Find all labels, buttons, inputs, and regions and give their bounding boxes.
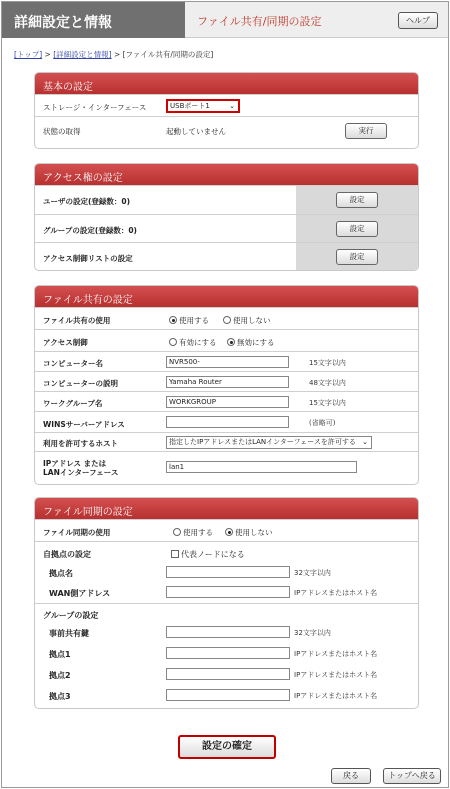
ip-label-2: LANインターフェース xyxy=(43,468,119,477)
group-setting-label: グループの設定(登録数：0) xyxy=(43,226,137,235)
wan-label: WAN側アドレス xyxy=(49,589,111,598)
computer-name-row xyxy=(35,351,418,371)
workgroup-label: ワークグループ名 xyxy=(43,399,103,408)
access-settings-section xyxy=(34,163,419,271)
share-use-off-label: 使用しない xyxy=(233,316,271,325)
breadcrumb-separator: > xyxy=(42,50,54,59)
computer-desc-label: コンピューターの説明 xyxy=(43,379,118,388)
file-share-title: ファイル共有の設定 xyxy=(35,286,418,307)
psk-label: 事前共有鍵 xyxy=(49,629,89,638)
page-frame xyxy=(1,1,449,788)
site1-label: 拠点1 xyxy=(49,650,71,659)
storage-label: ストレージ・インターフェース xyxy=(43,103,147,112)
site3-input[interactable] xyxy=(166,689,290,701)
user-setting-label: ユーザの設定(登録数：0) xyxy=(43,197,131,206)
access-control-on-label: 有効にする xyxy=(179,338,217,347)
wins-hint: (省略可) xyxy=(309,419,336,427)
basic-settings-section xyxy=(34,72,419,149)
wins-label: WINSサーバーアドレス xyxy=(43,420,125,429)
share-use-on-label: 使用する xyxy=(179,316,209,325)
basic-settings-title: 基本の設定 xyxy=(35,73,418,94)
access-control-off-radio[interactable] xyxy=(227,337,275,348)
computer-desc-row xyxy=(35,371,418,391)
status-value: 起動していません xyxy=(166,127,226,136)
sync-use-label: ファイル同期の使用 xyxy=(43,528,111,537)
wan-hint: IPアドレスまたはホスト名 xyxy=(294,589,378,597)
chevron-down-icon: ⌄ xyxy=(362,438,368,446)
rep-node-checkbox[interactable] xyxy=(171,549,245,560)
allow-host-label: 利用を許可するホスト xyxy=(43,439,118,448)
back-button[interactable]: 戻る xyxy=(331,768,371,784)
sync-use-row xyxy=(35,519,418,541)
breadcrumb-current: [ファイル共有/同期の設定] xyxy=(122,50,214,59)
self-site-group xyxy=(35,541,418,603)
computer-name-label: コンピューター名 xyxy=(43,359,103,368)
allow-host-select[interactable] xyxy=(166,436,372,449)
file-sync-section xyxy=(34,497,419,709)
sync-use-off-label: 使用しない xyxy=(235,528,273,537)
help-button[interactable]: ヘルプ xyxy=(398,12,438,29)
header-right xyxy=(185,2,448,38)
site3-label: 拠点3 xyxy=(49,692,71,701)
acl-setting-row xyxy=(35,242,418,270)
status-row xyxy=(35,116,418,148)
wins-input[interactable] xyxy=(166,416,289,428)
workgroup-hint: 15文字以内 xyxy=(309,399,346,407)
status-label: 状態の取得 xyxy=(43,127,81,136)
access-control-label: アクセス制御 xyxy=(43,338,88,347)
sync-use-off-radio[interactable] xyxy=(225,527,273,538)
group-settings-group xyxy=(35,603,418,706)
wins-row xyxy=(35,411,418,432)
acl-setting-button[interactable]: 設定 xyxy=(336,249,378,265)
site-name-label: 拠点名 xyxy=(49,569,73,578)
breadcrumb xyxy=(14,49,213,60)
radio-icon xyxy=(169,338,177,346)
share-use-row xyxy=(35,307,418,329)
user-setting-button[interactable]: 設定 xyxy=(336,192,378,208)
group-setting-button[interactable]: 設定 xyxy=(336,221,378,237)
sync-use-on-radio[interactable] xyxy=(173,527,213,538)
site3-hint: IPアドレスまたはホスト名 xyxy=(294,692,378,700)
workgroup-row xyxy=(35,391,418,411)
workgroup-input[interactable]: WORKGROUP xyxy=(166,396,289,408)
computer-desc-input[interactable]: Yamaha Router xyxy=(166,376,289,388)
radio-selected-icon xyxy=(169,316,177,324)
user-setting-row xyxy=(35,185,418,214)
site2-hint: IPアドレスまたはホスト名 xyxy=(294,671,378,679)
radio-selected-icon xyxy=(227,338,235,346)
radio-selected-icon xyxy=(225,528,233,536)
checkbox-icon xyxy=(171,550,179,558)
psk-input[interactable] xyxy=(166,626,290,638)
computer-name-hint: 15文字以内 xyxy=(309,359,346,367)
file-share-section xyxy=(34,285,419,485)
storage-select-value: USBポート1 xyxy=(170,102,210,110)
share-use-on-radio[interactable] xyxy=(169,315,209,326)
computer-desc-hint: 48文字以内 xyxy=(309,379,346,387)
header xyxy=(2,2,448,38)
psk-hint: 32文字以内 xyxy=(294,629,331,637)
breadcrumb-top-link[interactable]: [トップ] xyxy=(14,50,43,59)
ip-row xyxy=(35,451,418,485)
acl-setting-label: アクセス制御リストの設定 xyxy=(43,254,133,263)
site2-label: 拠点2 xyxy=(49,671,71,680)
app-title: 詳細設定と情報 xyxy=(2,2,185,38)
site2-input[interactable] xyxy=(166,668,290,680)
share-use-label: ファイル共有の使用 xyxy=(43,316,111,325)
site-name-input[interactable] xyxy=(166,566,290,578)
rep-node-label: 代表ノードになる xyxy=(181,550,245,559)
breadcrumb-separator: > xyxy=(111,50,123,59)
allow-host-row xyxy=(35,432,418,451)
back-to-top-button[interactable]: トップへ戻る xyxy=(383,768,441,784)
confirm-settings-button[interactable]: 設定の確定 xyxy=(178,735,276,759)
sync-use-on-label: 使用する xyxy=(183,528,213,537)
wan-input[interactable] xyxy=(166,586,290,598)
group-settings-label: グループの設定 xyxy=(43,611,99,620)
ip-label-1: IPアドレス または xyxy=(43,459,107,468)
site1-input[interactable] xyxy=(166,647,290,659)
page-title: ファイル共有/同期の設定 xyxy=(197,15,322,28)
access-control-on-radio[interactable] xyxy=(169,337,217,348)
access-settings-title: アクセス権の設定 xyxy=(35,164,418,185)
storage-row xyxy=(35,94,418,116)
radio-icon xyxy=(173,528,181,536)
self-site-label: 自拠点の設定 xyxy=(43,550,91,559)
ip-input[interactable]: lan1 xyxy=(166,461,357,473)
share-use-off-radio[interactable] xyxy=(223,315,271,326)
group-setting-row xyxy=(35,214,418,242)
allow-host-select-value: 指定したIPアドレスまたはLANインターフェースを許可する xyxy=(169,438,356,446)
access-control-row xyxy=(35,329,418,351)
site-name-hint: 32文字以内 xyxy=(294,569,331,577)
radio-icon xyxy=(223,316,231,324)
computer-name-input[interactable]: NVR500- xyxy=(166,356,289,368)
chevron-down-icon: ⌄ xyxy=(229,102,235,110)
site1-hint: IPアドレスまたはホスト名 xyxy=(294,650,378,658)
storage-select[interactable] xyxy=(166,99,240,113)
run-button[interactable]: 実行 xyxy=(345,123,387,139)
breadcrumb-detail-link[interactable]: [詳細設定と情報] xyxy=(53,50,112,59)
file-sync-title: ファイル同期の設定 xyxy=(35,498,418,519)
access-control-off-label: 無効にする xyxy=(237,338,275,347)
